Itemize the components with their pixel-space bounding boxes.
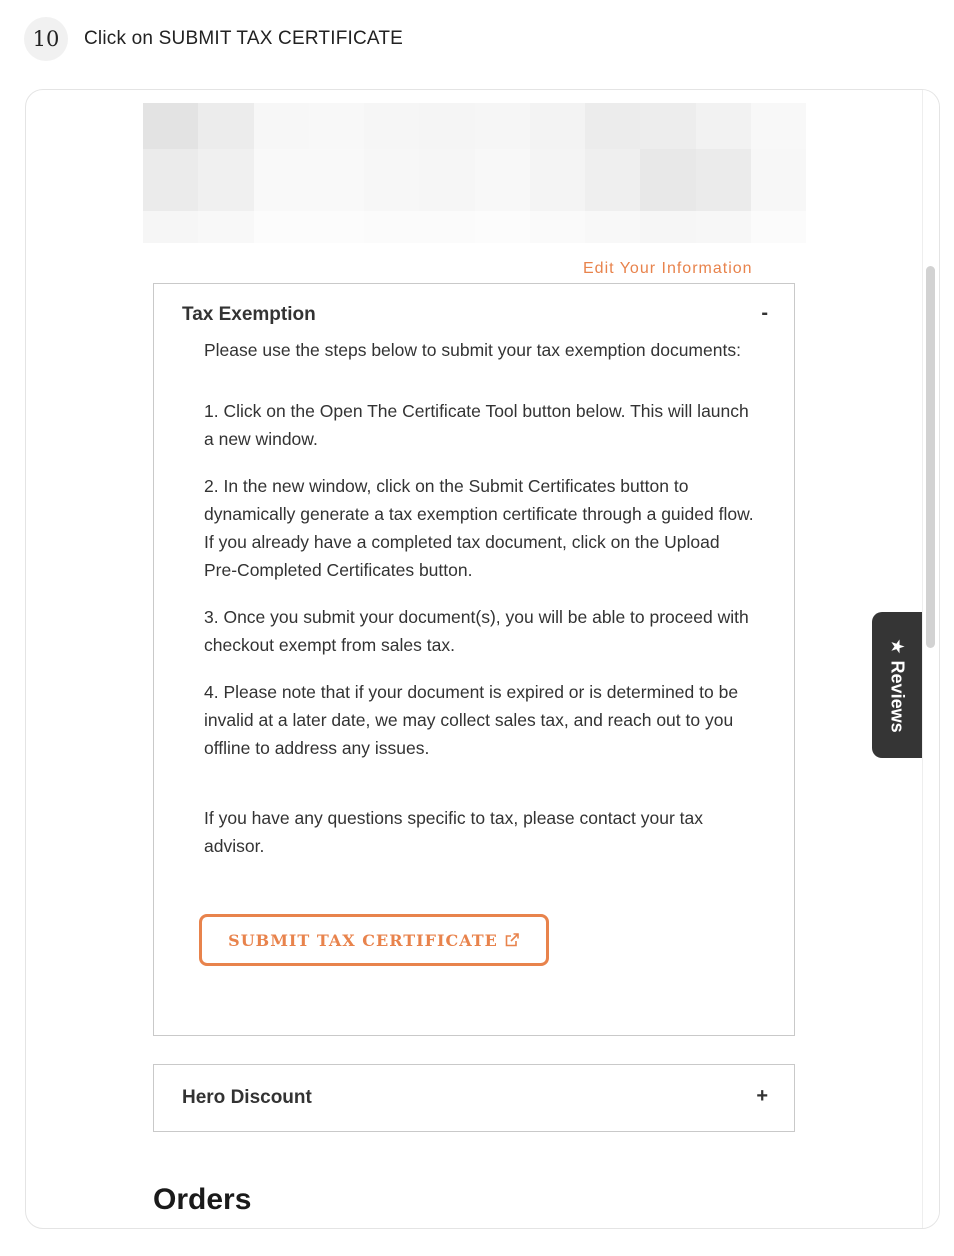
orders-heading: Orders [153, 1183, 252, 1216]
scrollbar-thumb[interactable] [926, 266, 935, 648]
step-number-badge: 10 [24, 17, 68, 61]
star-icon: ★ [887, 637, 908, 655]
edit-information-link[interactable]: Edit Your Information [583, 260, 753, 277]
tax-exemption-title[interactable]: Tax Exemption [182, 304, 316, 325]
submit-tax-certificate-button[interactable] [199, 914, 549, 966]
hero-discount-title[interactable]: Hero Discount [182, 1087, 312, 1108]
tax-questions-text: If you have any questions specific to tax, please contact your tax advisor. [204, 808, 704, 856]
step-header [24, 17, 403, 61]
tax-exemption-panel [153, 283, 795, 1036]
reviews-label: Reviews [887, 660, 908, 733]
expand-toggle[interactable]: + [756, 1085, 768, 1107]
scrollbar-track[interactable] [922, 90, 939, 1228]
blurred-account-info [143, 103, 806, 243]
screenshot-frame [25, 89, 940, 1229]
reviews-tab[interactable] [872, 612, 922, 758]
step-instruction: Click on SUBMIT TAX CERTIFICATE [84, 28, 404, 49]
instruction-step-1: 1. Click on the Open The Certificate Tool button below. This will launch a new window. [204, 401, 749, 449]
external-link-icon [504, 932, 520, 948]
hero-discount-panel[interactable] [153, 1064, 795, 1132]
instruction-step-2: 2. In the new window, click on the Submit Certificates button to dynamically generate a tax exemption certificate through a guided flow. If you already have a completed tax document, click on the Upload Pre-Completed Certificates button. [204, 476, 754, 580]
tax-exemption-body [204, 336, 754, 860]
instruction-step-4: 4. Please note that if your document is expired or is determined to be invalid at a later date, we may collect sales tax, and reach out to you offline to address any issues. [204, 682, 739, 758]
instruction-step-3: 3. Once you submit your document(s), you will be able to proceed with checkout exempt from sales tax. [204, 607, 749, 655]
submit-button-label: SUBMIT TAX CERTIFICATE [228, 930, 498, 950]
collapse-toggle[interactable]: - [761, 302, 768, 324]
intro-text: Please use the steps below to submit your tax exemption documents: [204, 340, 741, 360]
